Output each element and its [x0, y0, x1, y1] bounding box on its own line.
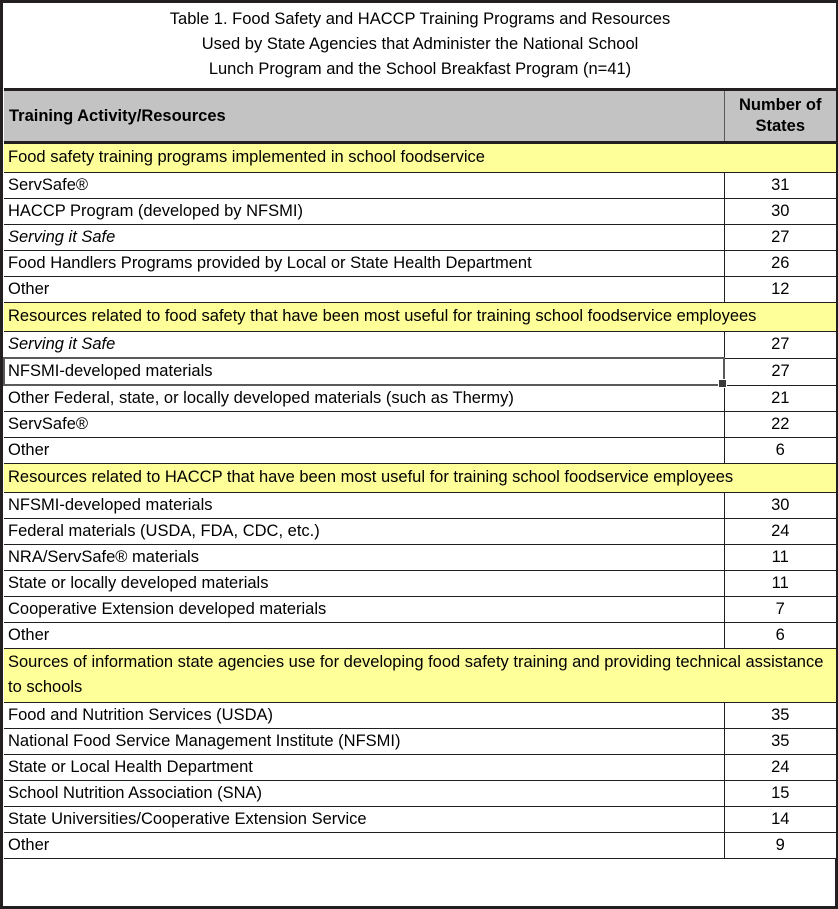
table-row[interactable]: [4, 199, 836, 225]
row-label-cell[interactable]: [4, 597, 724, 623]
section-header-label: Sources of information state agencies use for developing food safety training and providing technical assistance to schools: [4, 649, 836, 703]
row-value-cell[interactable]: 30: [724, 199, 836, 225]
section-header-row: [4, 303, 836, 332]
row-value-cell[interactable]: 27: [724, 358, 836, 385]
row-label-text: NRA/ServSafe® materials: [8, 548, 199, 566]
row-label-cell[interactable]: [4, 545, 724, 571]
fill-handle[interactable]: [718, 379, 727, 388]
row-label-text: Serving it Safe: [8, 228, 116, 246]
section-header-row: [4, 464, 836, 493]
section-header-label: Resources related to HACCP that have been most useful for training school foodservice employees: [4, 464, 836, 493]
table-row[interactable]: [4, 251, 836, 277]
row-value-cell[interactable]: 27: [724, 332, 836, 359]
row-label-text: NFSMI-developed materials: [8, 496, 213, 514]
table-title-row: [4, 3, 836, 90]
food-safety-training-table: [3, 3, 836, 859]
row-label-cell[interactable]: [4, 199, 724, 225]
row-label-cell[interactable]: [4, 623, 724, 649]
row-label-cell[interactable]: [4, 332, 724, 359]
row-label-text: HACCP Program (developed by NFSMI): [8, 202, 303, 220]
table-row[interactable]: [4, 545, 836, 571]
row-value-cell[interactable]: 26: [724, 251, 836, 277]
row-value-cell[interactable]: 12: [724, 277, 836, 303]
table-row[interactable]: [4, 729, 836, 755]
column-header-number-line-2: States: [755, 117, 806, 135]
table-row[interactable]: [4, 807, 836, 833]
table-row[interactable]: [4, 412, 836, 438]
row-label-text: Other Federal, state, or locally developed materials (such as Thermy): [8, 389, 514, 407]
section-header-label: Resources related to food safety that have been most useful for training school foodservice employees: [4, 303, 836, 332]
row-label-cell[interactable]: [4, 225, 724, 251]
table-row[interactable]: [4, 833, 836, 859]
table-title-line-1: Table 1. Food Safety and HACCP Training Programs and Resources: [169, 10, 671, 28]
table-row[interactable]: [4, 519, 836, 545]
column-header-activity: Training Activity/Resources: [4, 90, 724, 143]
row-label-text: National Food Service Management Institute (NFSMI): [8, 732, 401, 750]
row-value-cell[interactable]: 24: [724, 755, 836, 781]
row-label-text: ServSafe®: [8, 176, 89, 194]
row-label-cell[interactable]: [4, 833, 724, 859]
row-label-text: Cooperative Extension developed materials: [8, 600, 327, 618]
table-row[interactable]: [4, 385, 836, 412]
row-value-cell[interactable]: 31: [724, 173, 836, 199]
row-label-cell[interactable]: [4, 807, 724, 833]
row-label-text: Other: [8, 280, 50, 298]
section-header-row: [4, 649, 836, 703]
row-label-text: Federal materials (USDA, FDA, CDC, etc.): [8, 522, 320, 540]
table-title-line-3: Lunch Program and the School Breakfast Program (n=41): [208, 60, 632, 78]
section-header-row: [4, 143, 836, 173]
row-value-cell[interactable]: 9: [724, 833, 836, 859]
row-label-cell[interactable]: [4, 493, 724, 519]
table-body: [4, 143, 836, 859]
row-label-text: NFSMI-developed materials: [8, 362, 213, 380]
row-label-text: State Universities/Cooperative Extension Service: [8, 810, 367, 828]
row-value-cell[interactable]: 11: [724, 545, 836, 571]
row-label-cell[interactable]: [4, 781, 724, 807]
row-label-cell[interactable]: [4, 251, 724, 277]
row-value-cell[interactable]: 6: [724, 438, 836, 464]
section-header-label: Food safety training programs implemented in school foodservice: [4, 143, 836, 173]
column-header-number-of-states: [724, 90, 836, 143]
column-header-row: [4, 90, 836, 143]
row-label-cell[interactable]: [4, 412, 724, 438]
row-value-cell[interactable]: 30: [724, 493, 836, 519]
table-row[interactable]: [4, 781, 836, 807]
row-label-text: Other: [8, 626, 50, 644]
row-label-cell[interactable]: [4, 729, 724, 755]
row-label-cell[interactable]: [4, 438, 724, 464]
table-row[interactable]: [4, 173, 836, 199]
row-value-cell[interactable]: 15: [724, 781, 836, 807]
row-value-cell[interactable]: 24: [724, 519, 836, 545]
row-label-cell[interactable]: [4, 358, 724, 385]
row-label-text: Serving it Safe: [8, 335, 116, 353]
row-value-cell[interactable]: 35: [724, 703, 836, 729]
row-label-text: State or locally developed materials: [8, 574, 269, 592]
row-label-text: Food and Nutrition Services (USDA): [8, 706, 274, 724]
row-label-cell[interactable]: [4, 277, 724, 303]
table-head: [4, 3, 836, 143]
row-value-cell[interactable]: 14: [724, 807, 836, 833]
table-row[interactable]: [4, 597, 836, 623]
table-row[interactable]: [4, 623, 836, 649]
row-label-text: Other: [8, 836, 50, 854]
column-header-number-line-1: Number of: [739, 96, 822, 114]
row-label-text: Food Handlers Programs provided by Local or State Health Department: [8, 254, 532, 272]
row-value-cell[interactable]: 7: [724, 597, 836, 623]
row-value-cell[interactable]: 22: [724, 412, 836, 438]
row-value-cell[interactable]: 6: [724, 623, 836, 649]
row-label-cell[interactable]: [4, 385, 724, 412]
table-row[interactable]: [4, 493, 836, 519]
table-title-line-2: Used by State Agencies that Administer the National School: [201, 35, 639, 53]
row-label-cell[interactable]: [4, 571, 724, 597]
row-value-cell[interactable]: 27: [724, 225, 836, 251]
row-label-text: School Nutrition Association (SNA): [8, 784, 263, 802]
table-row[interactable]: [4, 755, 836, 781]
row-label-cell[interactable]: [4, 173, 724, 199]
table-row[interactable]: [4, 438, 836, 464]
table-row[interactable]: [4, 277, 836, 303]
row-label-cell[interactable]: [4, 703, 724, 729]
table-row[interactable]: [4, 703, 836, 729]
table-row[interactable]: [4, 358, 836, 385]
row-value-cell[interactable]: 35: [724, 729, 836, 755]
row-label-cell[interactable]: [4, 519, 724, 545]
table-row[interactable]: [4, 225, 836, 251]
table-row[interactable]: [4, 332, 836, 359]
row-label-text: State or Local Health Department: [8, 758, 253, 776]
row-value-cell[interactable]: 11: [724, 571, 836, 597]
table-row[interactable]: [4, 571, 836, 597]
row-value-cell[interactable]: 21: [724, 385, 836, 412]
row-label-text: ServSafe®: [8, 415, 89, 433]
table-title: [4, 3, 836, 90]
row-label-cell[interactable]: [4, 755, 724, 781]
row-label-text: Other: [8, 441, 50, 459]
